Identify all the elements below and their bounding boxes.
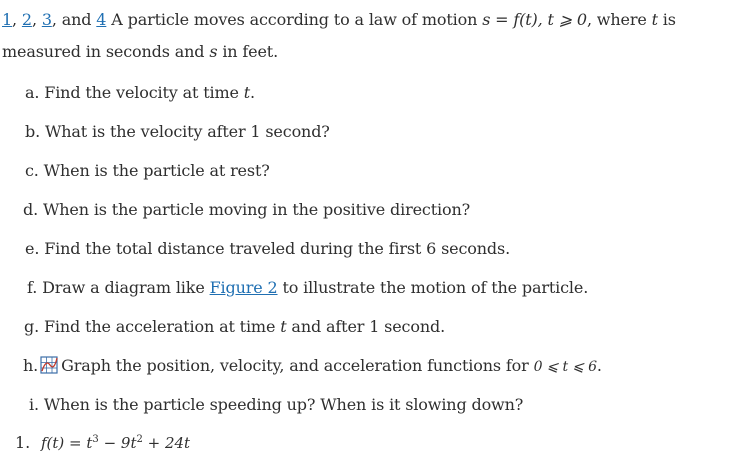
subquestion-g bbox=[24, 312, 445, 342]
position-function bbox=[41, 434, 190, 452]
subquestion-text: Find the velocity at time bbox=[39, 83, 244, 102]
subquestion-tail: . bbox=[250, 83, 255, 102]
position-variable: s bbox=[209, 42, 218, 61]
time-variable: t bbox=[243, 83, 251, 102]
formula-rhs: + 24t bbox=[142, 434, 191, 452]
exercise-number: 1. bbox=[15, 433, 31, 452]
time-variable: t bbox=[651, 10, 658, 29]
subquestion-f bbox=[27, 273, 588, 303]
subquestion-letter: a. bbox=[25, 83, 40, 102]
subquestion-text: Find the total distance traveled during the first 6 seconds. bbox=[39, 239, 511, 258]
formula-middle: − 9t bbox=[98, 434, 137, 452]
subquestion-text: Graph the position, velocity, and acceleration functions for bbox=[61, 356, 534, 375]
subquestion-tail: . bbox=[596, 356, 602, 375]
exercise-link-4[interactable]: 4 bbox=[96, 10, 107, 29]
subquestion-a bbox=[25, 78, 255, 108]
formula-exponent: 2 bbox=[136, 434, 143, 445]
subquestion-tail: to illustrate the motion of the particle. bbox=[277, 278, 589, 297]
formula-exponent: 3 bbox=[92, 434, 99, 445]
formula-lhs: f(t) = t bbox=[41, 434, 93, 452]
intro-text: is measured in seconds and bbox=[2, 10, 676, 61]
intro-text: A particle moves according to a law of motion bbox=[106, 10, 483, 29]
problem-intro bbox=[2, 4, 740, 68]
time-variable: t bbox=[280, 317, 287, 336]
subquestion-text: When is the particle at rest? bbox=[38, 161, 270, 180]
subquestion-letter: d. bbox=[23, 200, 39, 219]
subquestion-h bbox=[23, 351, 602, 381]
exercise-link-2[interactable]: 2 bbox=[21, 10, 32, 29]
subquestion-letter: h. bbox=[23, 356, 39, 375]
subquestion-letter: f. bbox=[27, 278, 38, 297]
subquestion-letter: b. bbox=[25, 122, 41, 141]
subquestion-e bbox=[25, 234, 510, 264]
subquestion-tail: and after 1 second. bbox=[286, 317, 446, 336]
subquestion-letter: c. bbox=[25, 161, 39, 180]
figure-2-link[interactable]: Figure 2 bbox=[209, 278, 278, 297]
time-interval-math: 0 ⩽ t ⩽ 6 bbox=[533, 359, 597, 375]
subquestion-letter: e. bbox=[25, 239, 40, 258]
motion-law-math: s = f(t), t ⩾ 0 bbox=[482, 10, 587, 29]
graph-paper-icon bbox=[40, 354, 58, 372]
subquestion-text: When is the particle speeding up? When is it slowing down? bbox=[38, 395, 524, 414]
subquestion-text: Find the acceleration at time bbox=[39, 317, 281, 336]
exercise-link-3[interactable]: 3 bbox=[41, 10, 52, 29]
subquestion-letter: g. bbox=[24, 317, 40, 336]
intro-text: in feet. bbox=[217, 42, 279, 61]
subquestion-i bbox=[29, 390, 523, 420]
separator: , and bbox=[51, 10, 97, 29]
exercise-1-formula bbox=[15, 428, 190, 458]
separator: , bbox=[12, 10, 22, 29]
subquestion-c bbox=[25, 156, 270, 186]
subquestion-text: When is the particle moving in the positive direction? bbox=[38, 200, 471, 219]
subquestion-letter: i. bbox=[29, 395, 39, 414]
subquestion-text: What is the velocity after 1 second? bbox=[40, 122, 330, 141]
subquestion-d bbox=[23, 195, 470, 225]
subquestion-text: Draw a diagram like bbox=[37, 278, 210, 297]
intro-text: , where bbox=[586, 10, 652, 29]
exercise-link-1[interactable]: 1 bbox=[2, 10, 13, 29]
subquestion-b bbox=[25, 117, 330, 147]
separator: , bbox=[31, 10, 42, 29]
